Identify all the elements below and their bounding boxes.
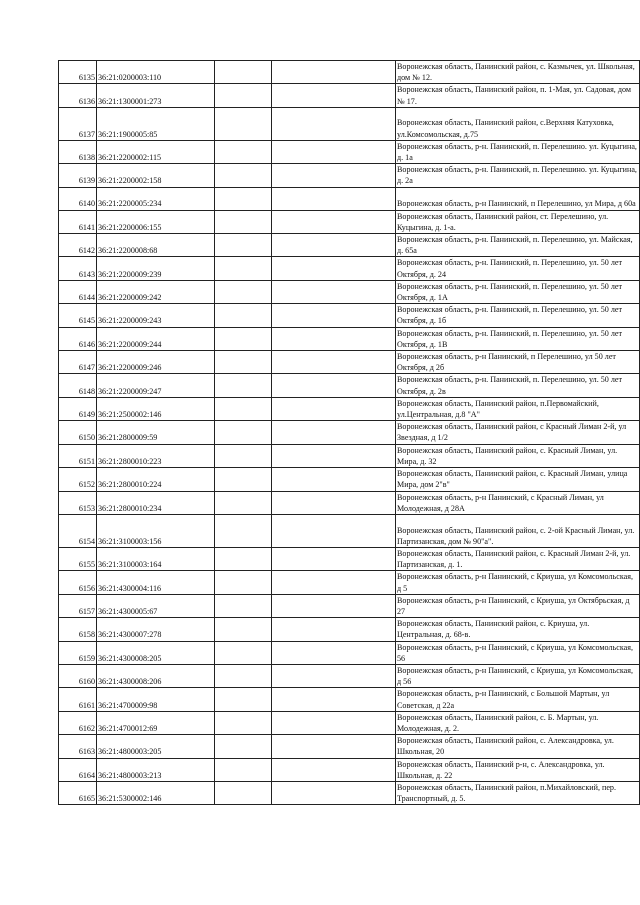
empty-cell	[272, 107, 396, 140]
address-cell: Воронежская область, Панинский район, с. Криуша, ул. Центральная, д. 68-в.	[396, 618, 640, 641]
table-row	[59, 491, 640, 514]
row-number-cell: 6158	[59, 618, 97, 641]
address-cell: Воронежская область, р-н. Панинский, п. Перелешино, ул. 50 лет Октября, д. 1А	[396, 280, 640, 303]
empty-cell	[272, 187, 396, 210]
empty-cell	[272, 140, 396, 163]
table-body	[59, 61, 640, 805]
cadastral-number-cell: 36:21:4800003:213	[97, 758, 215, 781]
row-number-cell: 6146	[59, 327, 97, 350]
cadastral-number-cell: 36:21:2800009:59	[97, 421, 215, 444]
cadastral-number-cell: 36:21:0200003:110	[97, 61, 215, 84]
cadastral-number-cell: 36:21:4700009:98	[97, 688, 215, 711]
address-cell: Воронежская область, р-н Панинский, с Криуша, ул Комсомольская, д 5	[396, 571, 640, 594]
empty-cell	[272, 735, 396, 758]
empty-cell	[215, 234, 272, 257]
row-number-cell: 6140	[59, 187, 97, 210]
empty-cell	[272, 468, 396, 491]
empty-cell	[272, 397, 396, 420]
cadastral-number-cell: 36:21:2200009:239	[97, 257, 215, 280]
address-cell: Воронежская область, Панинский район, п.Первомайский, ул.Центральная, д.8 "А"	[396, 397, 640, 420]
empty-cell	[272, 491, 396, 514]
cadastral-number-cell: 36:21:3100003:156	[97, 514, 215, 547]
cadastral-number-cell: 36:21:2200009:247	[97, 374, 215, 397]
address-cell: Воронежская область, Панинский район, с.Верхняя Катуховка, ул.Комсомольская, д.75	[396, 107, 640, 140]
cadastral-number-cell: 36:21:2500002:146	[97, 397, 215, 420]
row-number-cell: 6151	[59, 444, 97, 467]
table-row	[59, 594, 640, 617]
table-row	[59, 140, 640, 163]
address-cell: Воронежская область, Панинский район, п. 1-Мая, ул. Садовая, дом № 17.	[396, 84, 640, 107]
empty-cell	[272, 547, 396, 570]
empty-cell	[272, 618, 396, 641]
row-number-cell: 6161	[59, 688, 97, 711]
empty-cell	[215, 210, 272, 233]
table-row	[59, 688, 640, 711]
row-number-cell: 6139	[59, 164, 97, 187]
empty-cell	[215, 688, 272, 711]
cadastral-number-cell: 36:21:4300008:206	[97, 664, 215, 687]
table-row	[59, 304, 640, 327]
address-cell: Воронежская область, Панинский район, ст. Перелешино, ул. Куцыгина, д. 1-а.	[396, 210, 640, 233]
table-row	[59, 444, 640, 467]
empty-cell	[215, 61, 272, 84]
table-row	[59, 107, 640, 140]
cadastral-number-cell: 36:21:2200009:244	[97, 327, 215, 350]
cadastral-number-cell: 36:21:1900005:85	[97, 107, 215, 140]
empty-cell	[272, 84, 396, 107]
row-number-cell: 6165	[59, 781, 97, 804]
row-number-cell: 6150	[59, 421, 97, 444]
address-cell: Воронежская область, Панинский район, с. Красный Лиман 2-й, ул. Партизанская, д. 1.	[396, 547, 640, 570]
row-number-cell: 6163	[59, 735, 97, 758]
empty-cell	[215, 187, 272, 210]
address-cell: Воронежская область, Панинский район, с. Б. Мартын, ул. Молодежная, д. 2.	[396, 711, 640, 734]
table-row	[59, 234, 640, 257]
empty-cell	[272, 234, 396, 257]
address-cell: Воронежская область, р-н. Панинский, п. Перелешино. ул. Куцыгина, д. 1а	[396, 140, 640, 163]
empty-cell	[215, 107, 272, 140]
table-row	[59, 257, 640, 280]
table-row	[59, 351, 640, 374]
row-number-cell: 6162	[59, 711, 97, 734]
table-row	[59, 327, 640, 350]
row-number-cell: 6142	[59, 234, 97, 257]
empty-cell	[272, 758, 396, 781]
row-number-cell: 6156	[59, 571, 97, 594]
table-row	[59, 468, 640, 491]
cadastral-number-cell: 36:21:4300008:205	[97, 641, 215, 664]
row-number-cell: 6148	[59, 374, 97, 397]
table-row	[59, 514, 640, 547]
row-number-cell: 6136	[59, 84, 97, 107]
empty-cell	[215, 594, 272, 617]
cadastral-number-cell: 36:21:4700012:69	[97, 711, 215, 734]
table-row	[59, 210, 640, 233]
empty-cell	[215, 304, 272, 327]
empty-cell	[215, 514, 272, 547]
empty-cell	[215, 711, 272, 734]
row-number-cell: 6157	[59, 594, 97, 617]
empty-cell	[272, 711, 396, 734]
row-number-cell: 6138	[59, 140, 97, 163]
empty-cell	[215, 84, 272, 107]
empty-cell	[272, 257, 396, 280]
empty-cell	[272, 421, 396, 444]
empty-cell	[215, 491, 272, 514]
cadastral-number-cell: 36:21:2200002:115	[97, 140, 215, 163]
row-number-cell: 6164	[59, 758, 97, 781]
row-number-cell: 6159	[59, 641, 97, 664]
cadastral-number-cell: 36:21:1300001:273	[97, 84, 215, 107]
row-number-cell: 6153	[59, 491, 97, 514]
table-row	[59, 758, 640, 781]
address-cell: Воронежская область, Панинский р-н, с. Александровка, ул. Школьная, д. 22	[396, 758, 640, 781]
empty-cell	[272, 327, 396, 350]
address-cell: Воронежская область, р-н Панинский, с Большой Мартын, ул Советская, д 22а	[396, 688, 640, 711]
address-cell: Воронежская область, р-н Панинский, с Криуша, ул Октябрьская, д 27	[396, 594, 640, 617]
table-row	[59, 571, 640, 594]
empty-cell	[272, 374, 396, 397]
empty-cell	[272, 351, 396, 374]
address-cell: Воронежская область, Панинский район, с. Красный Лиман, улица Мира, дом 2"в"	[396, 468, 640, 491]
empty-cell	[215, 351, 272, 374]
address-cell: Воронежская область, р-н Панинский, п Перелешино, ул Мира, д 60а	[396, 187, 640, 210]
row-number-cell: 6147	[59, 351, 97, 374]
empty-cell	[215, 664, 272, 687]
table-row	[59, 735, 640, 758]
address-cell: Воронежская область, р-н Панинский, с Криуша, ул Комсомольская, 56	[396, 641, 640, 664]
row-number-cell: 6149	[59, 397, 97, 420]
empty-cell	[215, 547, 272, 570]
empty-cell	[215, 468, 272, 491]
empty-cell	[215, 735, 272, 758]
table-row	[59, 164, 640, 187]
address-cell: Воронежская область, Панинский район, с. 2-ой Красный Лиман, ул. Партизанская, дом № 90"а".	[396, 514, 640, 547]
address-cell: Воронежская область, р-н. Панинский, п. Перелешино, ул. 50 лет Октября, д. 1б	[396, 304, 640, 327]
address-cell: Воронежская область, р-н. Панинский, п. Перелешино, ул. 50 лет Октября, д. 24	[396, 257, 640, 280]
row-number-cell: 6144	[59, 280, 97, 303]
empty-cell	[215, 397, 272, 420]
cadastral-number-cell: 36:21:2200008:68	[97, 234, 215, 257]
empty-cell	[272, 210, 396, 233]
cadastral-number-cell: 36:21:2200009:242	[97, 280, 215, 303]
empty-cell	[272, 664, 396, 687]
address-cell: Воронежская область, р-н. Панинский, п. Перелешино, ул. 50 лет Октября, д. 1В	[396, 327, 640, 350]
empty-cell	[215, 444, 272, 467]
empty-cell	[272, 61, 396, 84]
row-number-cell: 6145	[59, 304, 97, 327]
address-cell: Воронежская область, Панинский район, с. Красный Лиман, ул. Мира, д. 32	[396, 444, 640, 467]
cadastral-number-cell: 36:21:2800010:224	[97, 468, 215, 491]
empty-cell	[215, 641, 272, 664]
empty-cell	[215, 421, 272, 444]
empty-cell	[272, 571, 396, 594]
row-number-cell: 6135	[59, 61, 97, 84]
empty-cell	[215, 280, 272, 303]
empty-cell	[272, 781, 396, 804]
empty-cell	[272, 280, 396, 303]
row-number-cell: 6137	[59, 107, 97, 140]
table-row	[59, 781, 640, 804]
address-cell: Воронежская область, р-н Панинский, с Красный Лиман, ул Молодежная, д 28А	[396, 491, 640, 514]
table-row	[59, 84, 640, 107]
table-row	[59, 711, 640, 734]
cadastral-number-cell: 36:21:2200005:234	[97, 187, 215, 210]
cadastral-number-cell: 36:21:2800010:234	[97, 491, 215, 514]
cadastral-number-cell: 36:21:2800010:223	[97, 444, 215, 467]
table-row	[59, 547, 640, 570]
empty-cell	[272, 164, 396, 187]
row-number-cell: 6152	[59, 468, 97, 491]
cadastral-number-cell: 36:21:4300005:67	[97, 594, 215, 617]
table-row	[59, 280, 640, 303]
empty-cell	[215, 164, 272, 187]
address-cell: Воронежская область, р-н. Панинский, п. Перелешино, ул. Майская, д. 65а	[396, 234, 640, 257]
cadastral-number-cell: 36:21:4300004:116	[97, 571, 215, 594]
address-cell: Воронежская область, Панинский район, п.Михайловский, пер. Транспортный, д. 5.	[396, 781, 640, 804]
property-table	[58, 60, 640, 805]
empty-cell	[215, 758, 272, 781]
row-number-cell: 6143	[59, 257, 97, 280]
table-row	[59, 374, 640, 397]
address-cell: Воронежская область, Панинский район, с. Александровка, ул. Школьная, 20	[396, 735, 640, 758]
table-row	[59, 397, 640, 420]
cadastral-number-cell: 36:21:4300007:278	[97, 618, 215, 641]
table-row	[59, 641, 640, 664]
empty-cell	[272, 594, 396, 617]
address-cell: Воронежская область, Панинский район, с Красный Лиман 2-й, ул Звездная, д 1/2	[396, 421, 640, 444]
cadastral-number-cell: 36:21:2200002:158	[97, 164, 215, 187]
empty-cell	[272, 641, 396, 664]
empty-cell	[272, 304, 396, 327]
empty-cell	[215, 618, 272, 641]
empty-cell	[215, 374, 272, 397]
empty-cell	[272, 688, 396, 711]
empty-cell	[215, 781, 272, 804]
row-number-cell: 6160	[59, 664, 97, 687]
table-row	[59, 618, 640, 641]
row-number-cell: 6141	[59, 210, 97, 233]
table-row	[59, 187, 640, 210]
table-row	[59, 61, 640, 84]
cadastral-number-cell: 36:21:2200006:155	[97, 210, 215, 233]
cadastral-number-cell: 36:21:2200009:246	[97, 351, 215, 374]
address-cell: Воронежская область, Панинский район, с. Казмычек, ул. Школьная, дом № 12.	[396, 61, 640, 84]
table-row	[59, 664, 640, 687]
cadastral-number-cell: 36:21:5300002:146	[97, 781, 215, 804]
table-row	[59, 421, 640, 444]
address-cell: Воронежская область, р-н Панинский, п Перелешино, ул 50 лет Октября, д 2б	[396, 351, 640, 374]
cadastral-number-cell: 36:21:2200009:243	[97, 304, 215, 327]
empty-cell	[215, 257, 272, 280]
empty-cell	[215, 140, 272, 163]
cadastral-number-cell: 36:21:4800003:205	[97, 735, 215, 758]
row-number-cell: 6154	[59, 514, 97, 547]
address-cell: Воронежская область, р-н Панинский, с Криуша, ул Комсомольская, д 56	[396, 664, 640, 687]
address-cell: Воронежская область, р-н. Панинский, п. Перелешино, ул. 50 лет Октября, д. 2в	[396, 374, 640, 397]
empty-cell	[272, 514, 396, 547]
cadastral-number-cell: 36:21:3100003:164	[97, 547, 215, 570]
empty-cell	[272, 444, 396, 467]
empty-cell	[215, 327, 272, 350]
empty-cell	[215, 571, 272, 594]
row-number-cell: 6155	[59, 547, 97, 570]
address-cell: Воронежская область, р-н. Панинский, п. Перелешино. ул. Куцыгина, д. 2а	[396, 164, 640, 187]
